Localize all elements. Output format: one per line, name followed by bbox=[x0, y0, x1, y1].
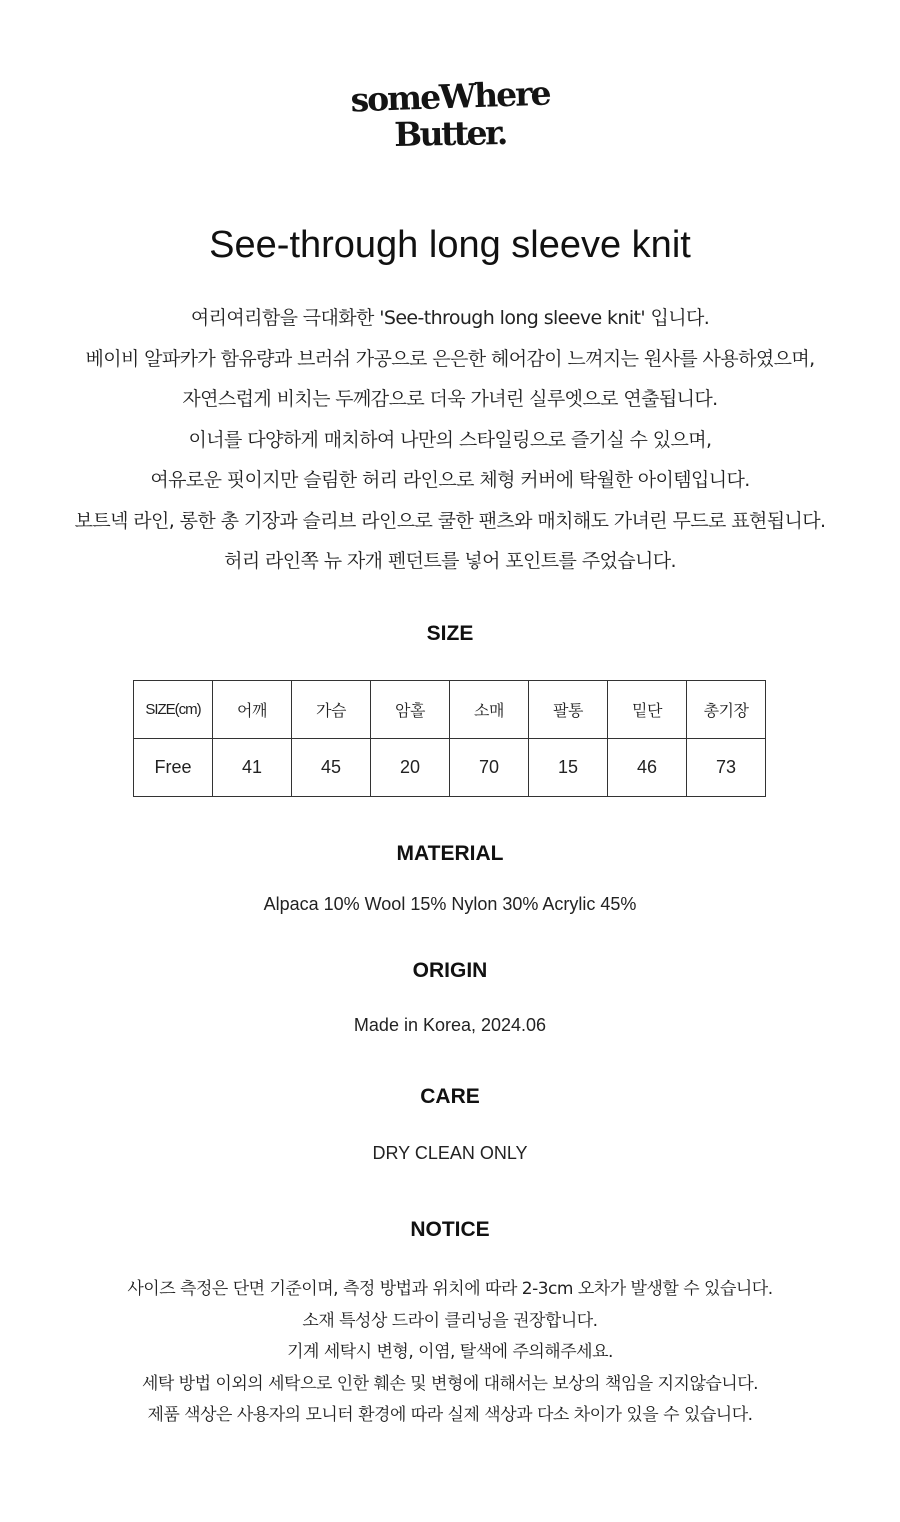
description-line: 여유로운 핏이지만 슬림한 허리 라인으로 체형 커버에 탁월한 아이템입니다. bbox=[150, 469, 750, 491]
size-table bbox=[133, 680, 766, 797]
care-heading: CARE bbox=[420, 1085, 480, 1108]
notice-line: 기계 세탁시 변형, 이염, 탈색에 주의해주세요. bbox=[287, 1342, 613, 1362]
size-value-cell: 46 bbox=[608, 739, 687, 797]
size-value-cell: 41 bbox=[213, 739, 292, 797]
origin-text: Made in Korea, 2024.06 bbox=[353, 1015, 547, 1035]
product-title: See-through long sleeve knit bbox=[209, 224, 691, 266]
description-line: 여리여리함을 극대화한 'See-through long sleeve knit' 입니다. bbox=[190, 307, 710, 329]
size-header-cell: 가슴 bbox=[292, 681, 371, 739]
size-value-cell: 70 bbox=[450, 739, 529, 797]
size-header-cell: 소매 bbox=[450, 681, 529, 739]
size-header-cell: 암홀 bbox=[371, 681, 450, 739]
notice-line: 사이즈 측정은 단면 기준이며, 측정 방법과 위치에 따라 2-3cm 오차가 발생할 수 있습니다. bbox=[127, 1279, 773, 1299]
notice-heading: NOTICE bbox=[410, 1218, 490, 1241]
size-header-cell: SIZE(cm) bbox=[134, 681, 213, 739]
size-header-cell: 팔통 bbox=[529, 681, 608, 739]
size-heading: SIZE bbox=[426, 622, 474, 645]
material-text: Alpaca 10% Wool 15% Nylon 30% Acrylic 45% bbox=[263, 894, 637, 914]
care-text: DRY CLEAN ONLY bbox=[372, 1143, 528, 1163]
notice-line: 제품 색상은 사용자의 모니터 환경에 따라 실제 색상과 다소 차이가 있을 수 있습니다. bbox=[147, 1405, 753, 1425]
size-value-cell: 15 bbox=[529, 739, 608, 797]
material-heading: MATERIAL bbox=[396, 842, 504, 865]
size-value-cell: 73 bbox=[687, 739, 766, 797]
description-line: 베이비 알파카가 함유량과 브러쉬 가공으로 은은한 헤어감이 느껴지는 원사를 사용하였으며, bbox=[85, 347, 815, 370]
description-line: 이너를 다양하게 매치하여 나만의 스타일링으로 즐기실 수 있으며, bbox=[188, 428, 712, 451]
description-line: 보트넥 라인, 롱한 총 기장과 슬리브 라인으로 쿨한 팬츠와 매치해도 가녀린 무드로 표현됩니다. bbox=[74, 509, 826, 532]
brand-logo-line1: someWhere bbox=[349, 73, 551, 120]
brand-logo-line2: Butter. bbox=[393, 113, 507, 154]
table-row bbox=[134, 739, 766, 797]
brand-logo bbox=[0, 73, 900, 154]
size-header-cell: 밑단 bbox=[608, 681, 687, 739]
size-value-cell: Free bbox=[134, 739, 213, 797]
size-value-cell: 45 bbox=[292, 739, 371, 797]
description-line: 허리 라인쪽 뉴 자개 펜던트를 넣어 포인트를 주었습니다. bbox=[224, 550, 676, 572]
product-description bbox=[0, 300, 900, 584]
size-table-header-row bbox=[134, 681, 766, 739]
notice-line: 소재 특성상 드라이 클리닝을 권장합니다. bbox=[302, 1310, 598, 1331]
size-header-cell: 총기장 bbox=[687, 681, 766, 739]
notice-line: 세탁 방법 이외의 세탁으로 인한 훼손 및 변형에 대해서는 보상의 책임을 지지않습니다. bbox=[141, 1373, 759, 1394]
origin-heading: ORIGIN bbox=[412, 959, 488, 982]
size-value-cell: 20 bbox=[371, 739, 450, 797]
size-header-cell: 어깨 bbox=[213, 681, 292, 739]
notice-text bbox=[0, 1274, 900, 1432]
description-line: 자연스럽게 비치는 두께감으로 더욱 가녀린 실루엣으로 연출됩니다. bbox=[182, 388, 718, 410]
